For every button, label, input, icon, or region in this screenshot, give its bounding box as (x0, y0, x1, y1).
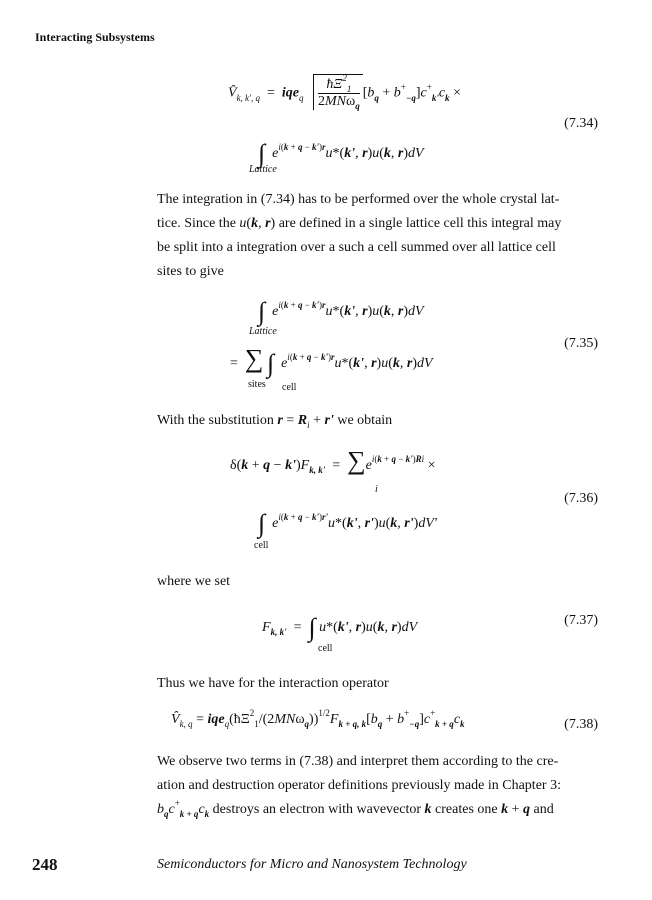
p1-line-a: The integration in (7.34) has to be performed over the whole crystal lat- (157, 192, 560, 207)
cell-label-3: cell (318, 643, 333, 654)
equation-number-7-35: (7.35) (564, 336, 598, 351)
cell-label-1: cell (282, 382, 297, 393)
paragraph-4: Thus we have for the interaction operator (157, 676, 389, 691)
p2-a: With the substitution (157, 413, 278, 428)
paragraph-1 (157, 188, 599, 284)
book-title: Semiconductors for Micro and Nanosystem Technology (157, 857, 467, 872)
equation-number-7-38: (7.38) (564, 717, 598, 732)
p1-b1: tice. Since the (157, 216, 240, 231)
equation-7-36-line1: $\delta(k + q - k')F_{k, k'} = \sum e^{i(k + q - k')Ri}$ × (230, 446, 436, 475)
paragraph-2: With the substitution $r = R_i + r'$ we obtain (157, 413, 393, 430)
equation-7-35-line2: = ∑ ∫ $e^{i(k + q - k')r}u*(k'$, r)u(k, r)dV (230, 344, 433, 378)
sites-label: sites (248, 379, 266, 390)
equation-number-7-34: (7.34) (564, 116, 598, 131)
p5-line-a: We observe two terms in (7.38) and interpret them according to the cre- (157, 754, 559, 769)
equation-7-36-line2: ∫ $e^{i(k + q - k')r'}u*(k'$, r')u(k, r')dV' (258, 509, 437, 538)
paragraph-3: where we set (157, 574, 231, 589)
lattice-label-2: Lattice (249, 326, 277, 337)
p5-line-c: $b_qc^+_{k + q}c_k$ destroys an electron with wavevector k creates one k + q and (157, 798, 554, 819)
p5-c2: creates one (431, 802, 502, 817)
equation-7-34-line2: ∫ $e^{i(k + q - k')r}u*(k'$, r)u(k, r)dV (258, 139, 424, 168)
page-number: 248 (32, 855, 58, 874)
p1-line-c: be split into a integration over a such a cell summed over all lattice cell (157, 240, 556, 255)
p5-c1: destroys an electron with wavevector (209, 802, 425, 817)
equation-7-38: $V̂_{k, q}$ = $iqe_q(ħ\Xi^2_1/(2MN\omega_q))^{1/2}F_{k + q, k}[b_q + b^+_{-q}]c^+_{k + q}c_k$ (171, 708, 465, 729)
p1-line-d: sites to give (157, 264, 224, 279)
p5-c3: and (530, 802, 554, 817)
lattice-label-1: Lattice (249, 164, 277, 175)
paragraph-5 (157, 750, 599, 822)
equation-7-37: $F_{k, k'}$ = ∫ u*(k', r)u(k, r)dV (262, 613, 418, 642)
p2-b: we obtain (333, 413, 393, 428)
equation-number-7-36: (7.36) (564, 491, 598, 506)
cell-label-2: cell (254, 540, 269, 551)
running-head: Interacting Subsystems (35, 30, 155, 44)
equation-7-35-line1: ∫ $e^{i(k + q - k')r}u*(k'$, r)u(k, r)dV (258, 297, 424, 326)
equation-number-7-37: (7.37) (564, 613, 598, 628)
equation-7-34-line1: $V̂_{k, k', q} = iqe_q$ $\frac{ħ\Xi^2_1}{2MN\omega_q}$ $[b_q + b^+_{-q}]c^+_{k'}c_k$ × (228, 73, 461, 111)
p1-b2: are defined in a single lattice cell this integral may (275, 216, 562, 231)
p1-line-b: tice. Since the u(k, r) are defined in a single lattice cell this integral may (157, 216, 562, 231)
sum-index-i: i (375, 484, 378, 495)
p5-line-b: ation and destruction operator definitions previously made in Chapter 3: (157, 778, 561, 793)
